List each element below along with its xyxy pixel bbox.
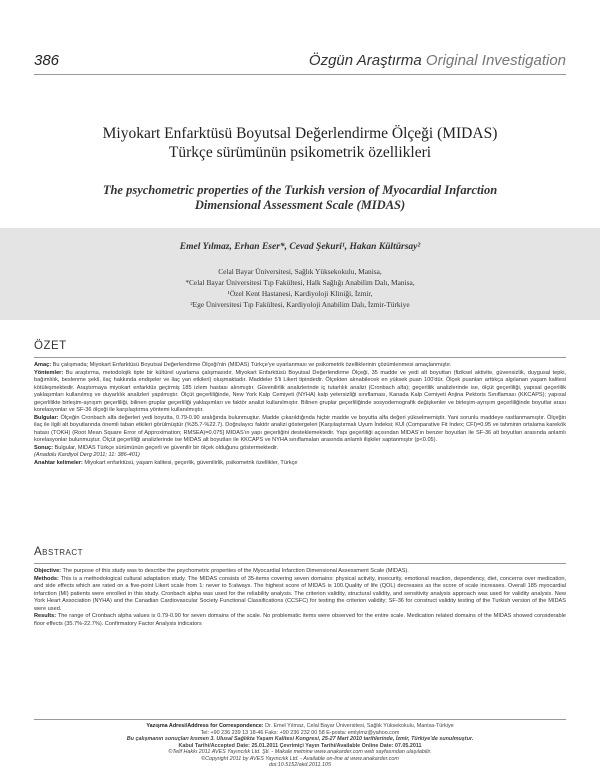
header-rule (34, 74, 566, 75)
correspondence-footer (34, 723, 566, 769)
author-list: Emel Yılmaz, Erhan Eser*, Cevad Şekuri¹, Hakan Kültürsay² (179, 242, 421, 252)
journal-label-tr: Özgün Araştırma (308, 52, 422, 69)
ozet-keywords: Anahtar kelimeler: Miyokart enfarktüsü, yaşam kalitesi, geçerlik, güvenilirlik, psikometrik özellikler, Türkçe (34, 459, 298, 466)
abstract-paragraph: Methods: This is a methodological cultural adaptation study. The MIDAS consists of 35-items covering seven domains: physical activity, insecurity, emotional reaction, dependency, diet, concerns over medication, and side effects which are rated on a five-point Likert scale from 1: never to 5:always. The highest score of MIDAS is 100.Quality of life (QOL) decreases as the score of scale increases. Overall 185 myocardial infarction (MI) patients were enrolled in this study. Cronbach alpha was used for the reliability analysis. The criterion validity, structural validity, and sensitivity analysis approach was used for validity analysis. New York Heart Association (NYHA) and the Canadian Cardiovascular Society Functional Classifications (CCSFC) for testing the criterion validity; SF-36 for construct validity testing of the Turkish version of the MIDAS were used. (34, 575, 566, 612)
title-tr-line-2: Türkçe sürümünün psikometrik özellikleri (168, 144, 432, 161)
title-turkish (0, 124, 600, 162)
ozet-paragraph: Bulgular: Ölçeğin Cronbach alfa değerleri yedi boyutta, 0.79-0.90 aralığında bulunmuştur. Madde çıkarıldığında hiçbir madde ve boyutta alfa değeri yükselmemiştir. Yani sorunlu maddeye rastlanmamıştır. Ölçeğin ilaç ile ilgili alt boyutlarında önemli taban etkileri görülmüştür (%35.7-%22.7). Doğrulayıcı faktör analizi göstergeleri [Karşılaştırmalı Uyum İndeksi; KUİ (Comparative Fit Index; CFI)=0.95 ve tahminin ortalama karekök hatası (TOKH) (Root Mean Square Error of Approximation; RMSEA)=0.075] MIDAS'ın yapı geçerliğini desteklemektedir. Yapı geçerliliği açısından MIDAS'ın benzer boyutları ile SF-36 alt boyutları arasında anlamlı korelasyonlar bulunmuştur. Ölçüt geçerliliği analizlerinde ise MIDAS alt boyutları ile KKCAPS ve NYHA sınıflamaları arasında anlamlı ilişkiler saptanmıştır (p<0.05). (34, 414, 566, 443)
ozet-body (34, 362, 566, 467)
corr-address: Yazışma Adresi/Address for Correspondence: Dr. Emel Yılmaz, Celal Bayar Üniversitesi, Sağlık Yüksekokulu, Manisa-Türkiye (146, 723, 454, 729)
title-tr-line-1: Miyokart Enfarktüsü Boyutsal Değerlendirme Ölçeği (MIDAS) (102, 125, 498, 142)
affiliation-3: ¹Özel Kent Hastanesi, Kardiyoloji Kliniği, İzmir, (227, 289, 373, 298)
corr-contact: Tel: +90 236 239 13 18-46 Faks: +90 236 232 00 58 E-posta: emlylmz@yahoo.com (200, 729, 400, 736)
affiliation-4: ²Ege Üniversitesi Tıp Fakültesi, Kardiyoloji Anabilim Dalı, İzmir-Türkiye (190, 300, 410, 309)
doi: doi:10.5152/akd.2011.105 (269, 762, 331, 768)
abstract-body (34, 568, 566, 628)
journal-label-en: Original Investigation (425, 52, 566, 69)
ozet-paragraph: Sonuç: Bulgular, MIDAS Türkçe sürümünün geçerli ve güvenilir bir ölçek olduğunu göstermektedir. (34, 444, 279, 451)
ozet-paragraph: Yöntemler: Bu araştırma, metodolojik tipte bir kültürel uyarlama çalışmasıdır. Miyokart Enfarktüsü Boyutsal Değerlendirme Ölçeği, 35 madde ve yedi alt boyuttan (fiziksel aktivite, güvensizlik, duygusal tepki, bağımlılık, beslenme şekli, ilaç hakkında endişeler ve ilaç yan etkileri) oluşmaktadır. Maddeler 5'li Likert tipindedir. Ölçekten alınabilecek en yüksek puan 100'dür. Ölçek puanları arttıkça algılanan yaşam kalitesi kötüleşmektedir. Araştırmaya miyokart enfarktüs geçirmiş 185 izlem hastası alınmıştır. Güvenilirlik analizlerinde iç tutarlılık analizi (Cronbach alfa); geçerlilik analizlerinde ise, ölçüt geçerliliği, yapısal geçerlilik yaklaşımları kullanılmış ve duyarlılık analizleri yapılmıştır. Ölçüt geçerliliğinde, New York Kalp Cemiyeti (NYHA) kalp yetersizliği sınıflaması, Kanada Kalp Cemiyeti Anjina Pektoris Sınıflaması (KKCAPS); yapısal geçerlilikte birleşim-ayrışım geçerliliği, bilinen gruplar geçerliliği yaklaşımları ve faktör analizi kullanılmıştır. Bilinen gruplar geçerliliğinde sosyodemografik değişkenler ve birleşim-ayrışım geçerliliğinde boyutlar arası korelasyonlar ve SF-36 ölçeği ile karşılaştırma yöntemi kullanılmıştır. (34, 369, 566, 413)
congress-note: Bu çalışmanın sonuçları kısmen 3. Ulusal Sağlıkta Yaşam Kalitesi Kongresi, 25-27 Mart 2010 tarihlerinde, İzmir, Türkiye'de sunulmuştur. (126, 736, 474, 742)
affiliations (0, 266, 600, 310)
title-en-line-1: The psychometric properties of the Turkish version of Myocardial Infarction (102, 183, 498, 197)
ozet-citation: (Anadolu Kardiyol Derg 2011; 11: 386-401) (34, 452, 140, 458)
copyright-tr: ©Telif Hakkı 2011 AVES Yayıncılık Ltd. Şti. - Makale metnine www.anakarder.com web sayfasından ulaşılabilir. (168, 749, 432, 755)
affiliation-2: *Celal Bayar Üniversitesi Tıp Fakültesi, Halk Sağlığı Anabilim Dalı, Manisa, (185, 278, 415, 287)
page-number: 386 (34, 52, 60, 69)
accepted-date: Kabul Tarihi/Accepted Date: 25.01.2011 Çevrimiçi Yayın Tarihi/Available Online Date: 07.05.2011 (178, 742, 422, 749)
journal-section-label (309, 52, 566, 69)
copyright-en: ©Copyright 2011 by AVES Yayıncılık Ltd. - Available on-line at www.anakarder.com (201, 755, 399, 762)
ozet-paragraph: Amaç: Bu çalışmada; Miyokart Enfarktüsü Boyutsal Değerlendirme Ölçeği'nin (MIDAS) Türkçe'ye uyarlanması ve psikometrik özelliklerinin çözümlenmesi amaçlanmıştır. (34, 362, 452, 368)
footer-rule (34, 719, 566, 720)
title-en-line-2: Dimensional Assessment Scale (MIDAS) (194, 198, 406, 212)
abstract-paragraph: Results: The range of Cronbach alpha values is 0.79-0.90 for seven domains of the scale. No problematic items were observed for the entire scale. Medication related domains of the MIDAS showed considerable floor effects (35.7%-22.7%). Confirmatory Factor Analysis indicators (34, 613, 566, 627)
affiliation-1: Celal Bayar Üniversitesi, Sağlık Yüksekokulu, Manisa, (218, 267, 382, 276)
ozet-heading: ÖZET (34, 340, 67, 352)
ozet-rule (34, 357, 566, 358)
abstract-paragraph: Objective: The purpose of this study was to describe the psychometric properties of the Myocardial Infarction Dimensional Assessment Scale (MIDAS). (34, 568, 409, 574)
title-english (0, 183, 600, 213)
abstract-rule (34, 563, 566, 564)
abstract-heading: Abstract (34, 546, 84, 558)
